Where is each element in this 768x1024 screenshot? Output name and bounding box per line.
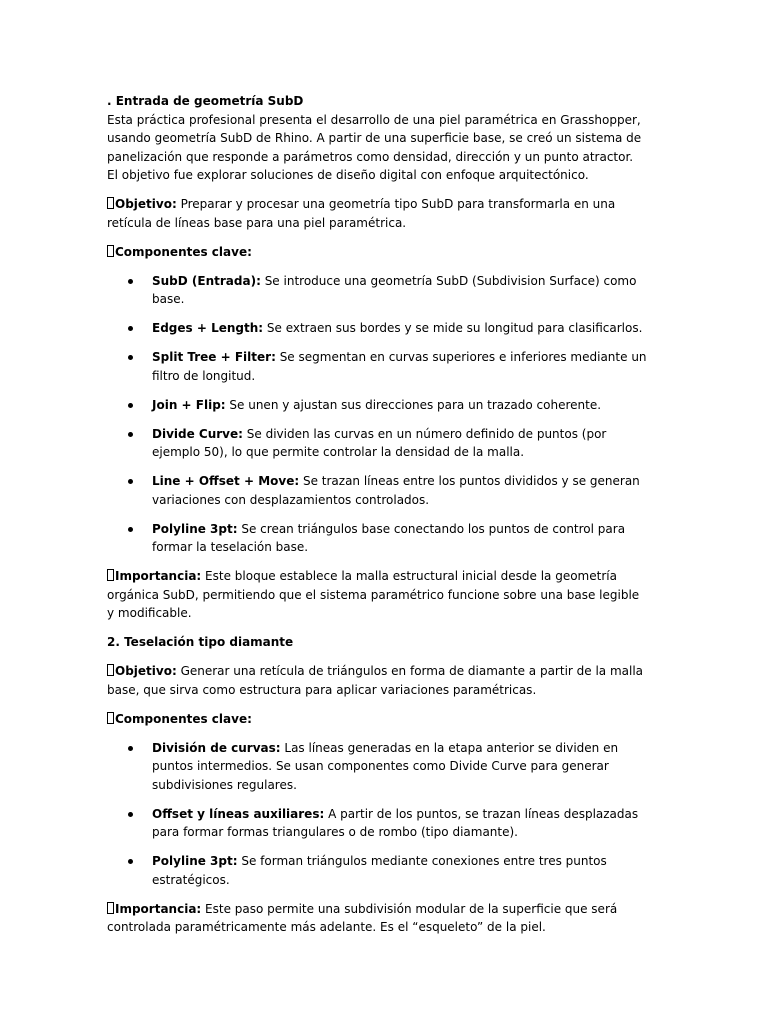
section-2-importance: Importancia: Este paso permite una subdivisión modular de la superficie que será controlada paramétricamente más adelante. Es el “esqueleto” de la piel. <box>107 901 618 934</box>
section-1-intro: Esta práctica profesional presenta el desarrollo de una piel paramétrica en Grasshopper, usando geometría SubD de Rhino. A partir de una superficie base, se creó un sistema de panelización que responde a parámetros como densidad, dirección y un punto atractor. El objetivo fue explorar soluciones de diseño digital con enfoque arquitectónico. <box>107 112 642 182</box>
list-item: SubD (Entrada): Se introduce una geometría SubD (Subdivision Surface) como base. <box>107 272 647 309</box>
list-item: Edges + Length: Se extraen sus bordes y se mide su longitud para clasificarlos. <box>107 319 647 338</box>
section-1-objective: Objetivo: Preparar y procesar una geometría tipo SubD para transformarla en una retícula de líneas base para una piel paramétrica. <box>107 197 616 230</box>
bullet-icon <box>128 812 133 817</box>
bullet-icon <box>128 746 133 751</box>
list-item: Polyline 3pt: Se forman triángulos mediante conexiones entre tres puntos estratégicos. <box>107 852 647 889</box>
missing-glyph-icon <box>107 245 114 257</box>
section-1-components-list <box>107 272 647 557</box>
list-item: Join + Flip: Se unen y ajustan sus direcciones para un trazado coherente. <box>107 396 647 415</box>
missing-glyph-icon <box>107 902 114 914</box>
section-1-importance: Importancia: Este bloque establece la malla estructural inicial desde la geometría orgánica SubD, permitiendo que el sistema paramétrico funcione sobre una base legible y modificable. <box>107 569 640 620</box>
section-2-components-list <box>107 739 647 890</box>
bullet-icon <box>128 326 133 331</box>
list-item: Polyline 3pt: Se crean triángulos base conectando los puntos de control para formar la teselación base. <box>107 520 647 557</box>
list-item: Split Tree + Filter: Se segmentan en curvas superiores e inferiores mediante un filtro de longitud. <box>107 348 647 385</box>
bullet-icon <box>128 279 133 284</box>
bullet-icon <box>128 355 133 360</box>
list-item: Offset y líneas auxiliares: A partir de los puntos, se trazan líneas desplazadas para formar formas triangulares o de rombo (tipo diamante). <box>107 805 647 842</box>
list-item: Divide Curve: Se dividen las curvas en un número definido de puntos (por ejemplo 50), lo que permite controlar la densidad de la malla. <box>107 425 647 462</box>
missing-glyph-icon <box>107 569 114 581</box>
bullet-icon <box>128 403 133 408</box>
document-body <box>107 92 647 947</box>
bullet-icon <box>128 479 133 484</box>
section-1-components-heading: Componentes clave: <box>107 243 647 262</box>
bullet-icon <box>128 859 133 864</box>
missing-glyph-icon <box>107 712 114 724</box>
missing-glyph-icon <box>107 197 114 209</box>
list-item: Line + Offset + Move: Se trazan líneas entre los puntos divididos y se generan variaciones con desplazamientos controlados. <box>107 472 647 509</box>
section-2-heading: 2. Teselación tipo diamante <box>107 635 294 649</box>
missing-glyph-icon <box>107 664 114 676</box>
section-1-heading: . Entrada de geometría SubD <box>107 94 304 108</box>
bullet-icon <box>128 527 133 532</box>
section-2-components-heading: Componentes clave: <box>107 710 647 729</box>
bullet-icon <box>128 432 133 437</box>
list-item: División de curvas: Las líneas generadas en la etapa anterior se dividen en puntos intermedios. Se usan componentes como Divide Curve para generar subdivisiones regulares. <box>107 739 647 795</box>
section-2-objective: Objetivo: Generar una retícula de triángulos en forma de diamante a partir de la malla base, que sirva como estructura para aplicar variaciones paramétricas. <box>107 664 644 697</box>
